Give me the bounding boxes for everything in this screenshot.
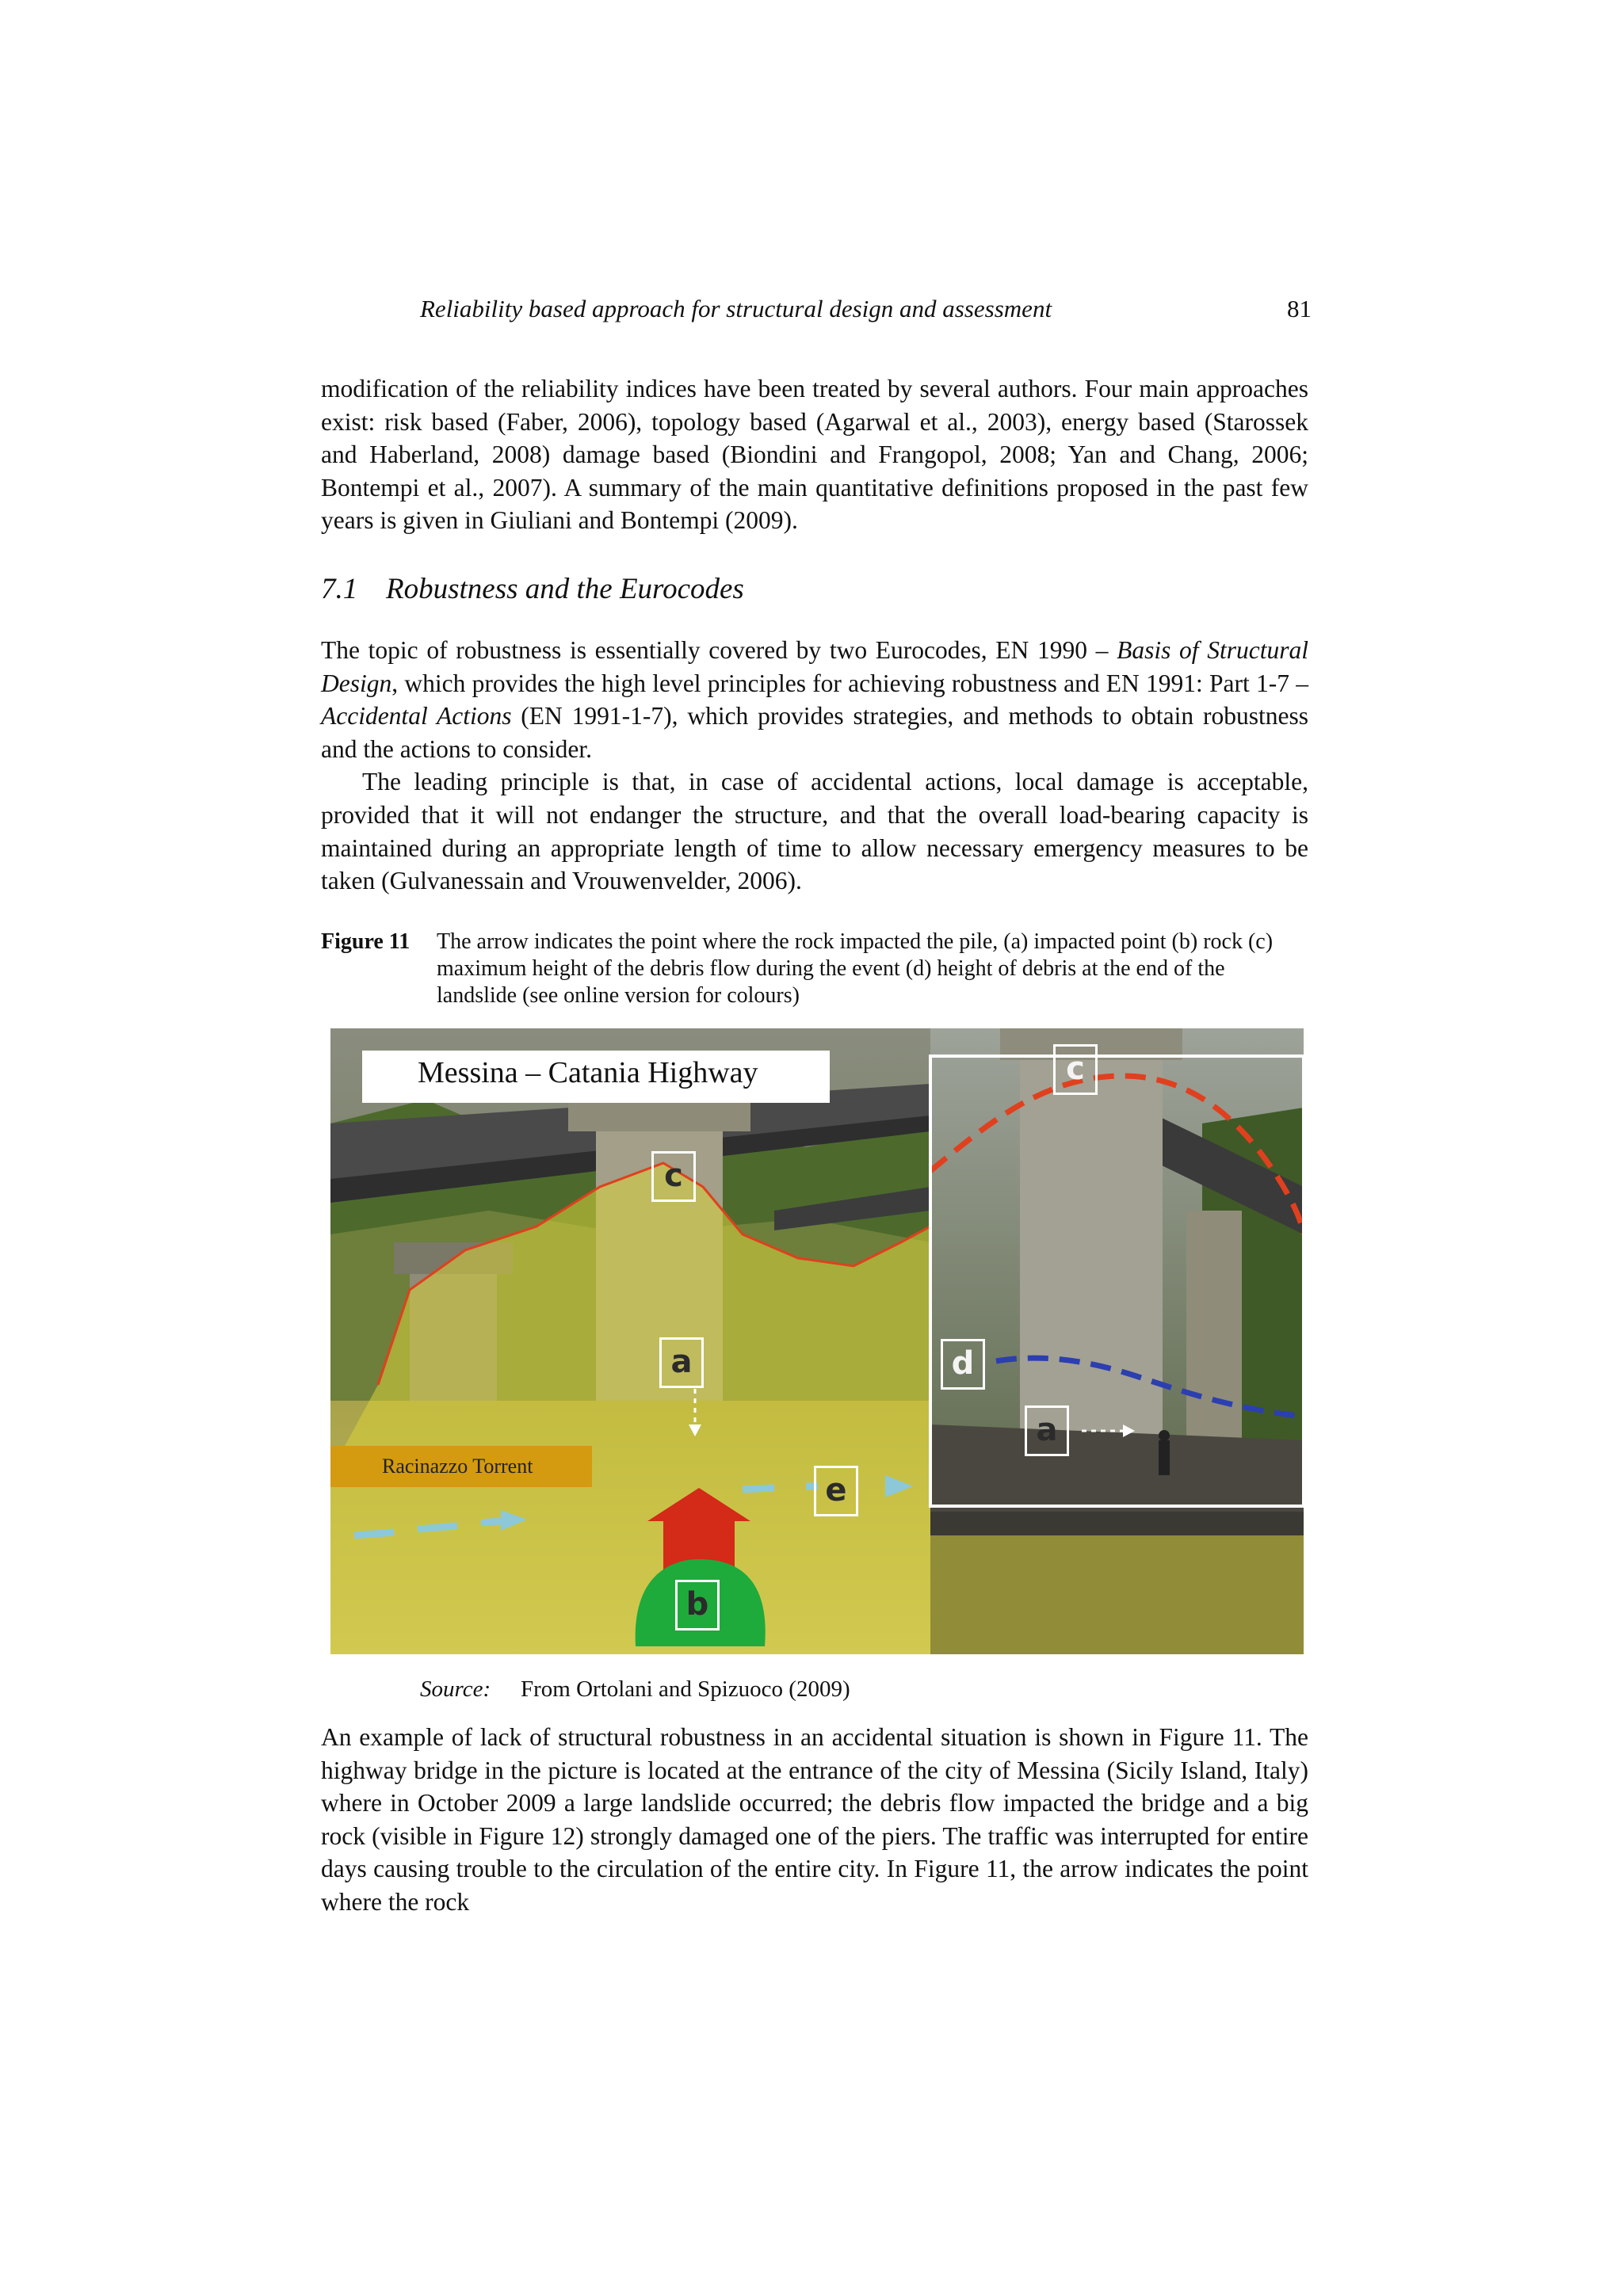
figure-photo bbox=[330, 1028, 1304, 1654]
paragraph-eurocodes bbox=[321, 634, 1308, 765]
marker-e: e bbox=[814, 1466, 858, 1516]
marker-d: d bbox=[941, 1339, 985, 1390]
text-run: , which provides the high level principles for achieving robustness and EN 1991: Part 1-7 – bbox=[391, 669, 1308, 697]
text-run: The topic of robustness is essentially covered by two Eurocodes, EN 1990 – bbox=[321, 636, 1117, 664]
source-text: From Ortolani and Spizuoco (2009) bbox=[521, 1676, 850, 1702]
marker-a-left: a bbox=[659, 1337, 704, 1388]
section-title: Robustness and the Eurocodes bbox=[386, 573, 744, 605]
running-header bbox=[321, 295, 1312, 334]
figure-label: Figure 11 bbox=[321, 929, 411, 954]
section-body bbox=[321, 634, 1308, 898]
section-heading bbox=[321, 572, 744, 606]
marker-c-left: c bbox=[651, 1151, 696, 1202]
marker-b: b bbox=[675, 1580, 720, 1630]
photo-title: Messina – Catania Highway bbox=[418, 1056, 758, 1089]
left-photo-panel bbox=[330, 1028, 930, 1654]
figure-source bbox=[420, 1676, 850, 1703]
paragraph-example bbox=[321, 1721, 1308, 1919]
source-label: Source: bbox=[420, 1676, 491, 1702]
page-number: 81 bbox=[1287, 295, 1312, 322]
text-run: (EN 1991-1-7), which provides strategies, and methods to obtain robustness and the actions to consider. bbox=[321, 702, 1308, 763]
running-title: Reliability based approach for structural design and assessment bbox=[420, 295, 1052, 322]
photo-illustration bbox=[330, 1028, 1304, 1654]
italic-title-basis: Basis of Structural Design bbox=[321, 636, 1308, 697]
italic-title-accidental: Accidental Actions bbox=[321, 702, 512, 730]
paragraph-text: modification of the reliability indices have been treated by several authors. Four main approaches exist: risk based (Faber, 2006), topology based (Agarwal et al., 2003), energy based (Starossek and Haberland, 2008) damage based (Biondini and Frangopol, 2008; Yan and Chang, 2006; Bontempi et al., 2007). A summary of the main quantitative definitions proposed in the past few years is given in Giuliani and Bontempi (2009). bbox=[321, 375, 1308, 535]
right-photo-panel bbox=[930, 1028, 1304, 1654]
figure-caption-text: The arrow indicates the point where the rock impacted the pile, (a) impacted point (b) rock (c) maximum height of the debris flow during the event (d) height of debris at the end of the landslide (see online version for colours) bbox=[437, 929, 1274, 1008]
paragraph-text: An example of lack of structural robustness in an accidental situation is shown in Figure 11. The highway bridge in the picture is located at the entrance of the city of Messina (Sicily Island, Italy) where in October 2009 a large landslide occurred; the debris flow impacted the bridge and a big rock (visible in Figure 12) strongly damaged one of the piers. The traffic was interrupted for entire days causing trouble to the circulation of the entire city. In Figure 11, the arrow indicates the point where the rock bbox=[321, 1723, 1308, 1916]
paragraph-leading-principle: The leading principle is that, in case of accidental actions, local damage is acceptable, provided that it will not endanger the structure, and that the overall load-bearing capacity is maintained during an appropriate length of time to allow necessary emergency measures to be taken (Gulvanessain and Vrouwenvelder, 2006). bbox=[321, 768, 1308, 895]
torrent-label: Racinazzo Torrent bbox=[382, 1455, 533, 1478]
paragraph-approaches bbox=[321, 372, 1308, 537]
section-number: 7.1 bbox=[321, 573, 358, 605]
marker-a-right: a bbox=[1025, 1405, 1069, 1456]
marker-c-right: c bbox=[1053, 1044, 1098, 1095]
